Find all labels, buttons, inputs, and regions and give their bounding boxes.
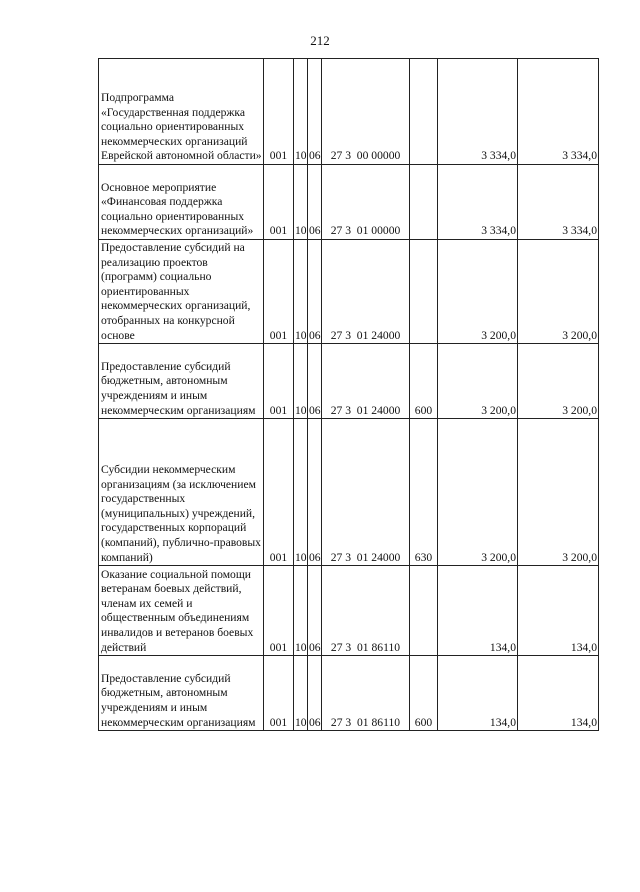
section-code-cell: 10	[294, 240, 308, 344]
amount-cell: 3 200,0	[518, 344, 599, 419]
expense-type-cell: 630	[410, 419, 438, 566]
amount-cell: 3 200,0	[438, 240, 518, 344]
expense-type-cell	[410, 566, 438, 656]
section-code-cell: 10	[294, 344, 308, 419]
amount-cell: 134,0	[518, 656, 599, 731]
subsection-code-cell: 06	[308, 59, 322, 165]
row-name-cell: Предоставление субсидий на реализацию проектов (программ) социально ориентированных некоммерческих организаций, отобранных на конкурсной основе	[99, 240, 264, 344]
target-article-cell: 27 3 00 00000	[322, 59, 410, 165]
ministry-code-cell: 001	[264, 165, 294, 240]
target-article-cell: 27 3 01 24000	[322, 419, 410, 566]
target-article-cell: 27 3 01 24000	[322, 240, 410, 344]
expense-type-cell	[410, 240, 438, 344]
table-row	[99, 656, 599, 731]
subsection-code-cell: 06	[308, 566, 322, 656]
expense-type-cell	[410, 165, 438, 240]
expense-type-cell	[410, 59, 438, 165]
table-row	[99, 566, 599, 656]
amount-cell: 3 200,0	[518, 240, 599, 344]
amount-cell: 3 200,0	[518, 419, 599, 566]
row-name-cell: Предоставление субсидий бюджетным, автономным учреждениям и иным некоммерческим организациям	[99, 344, 264, 419]
row-name-cell: Предоставление субсидий бюджетным, автономным учреждениям и иным некоммерческим организациям	[99, 656, 264, 731]
table-row	[99, 240, 599, 344]
subsection-code-cell: 06	[308, 656, 322, 731]
ministry-code-cell: 001	[264, 419, 294, 566]
target-article-cell: 27 3 01 86110	[322, 566, 410, 656]
section-code-cell: 10	[294, 566, 308, 656]
table-row	[99, 165, 599, 240]
amount-cell: 3 200,0	[438, 344, 518, 419]
section-code-cell: 10	[294, 165, 308, 240]
section-code-cell: 10	[294, 656, 308, 731]
target-article-cell: 27 3 01 86110	[322, 656, 410, 731]
row-name-cell: Основное мероприятие «Финансовая поддержка социально ориентированных некоммерческих организаций»	[99, 165, 264, 240]
amount-cell: 3 334,0	[438, 165, 518, 240]
ministry-code-cell: 001	[264, 240, 294, 344]
ministry-code-cell: 001	[264, 59, 294, 165]
table-row	[99, 419, 599, 566]
section-code-cell: 10	[294, 59, 308, 165]
subsection-code-cell: 06	[308, 165, 322, 240]
ministry-code-cell: 001	[264, 344, 294, 419]
ministry-code-cell: 001	[264, 566, 294, 656]
row-name-cell: Подпрограмма «Государственная поддержка социально ориентированных некоммерческих организаций Еврейской автономной области»	[99, 59, 264, 165]
amount-cell: 3 200,0	[438, 419, 518, 566]
target-article-cell: 27 3 01 24000	[322, 344, 410, 419]
amount-cell: 134,0	[438, 566, 518, 656]
amount-cell: 134,0	[518, 566, 599, 656]
amount-cell: 3 334,0	[518, 59, 599, 165]
table-row	[99, 344, 599, 419]
expense-type-cell: 600	[410, 656, 438, 731]
row-name-cell: Оказание социальной помощи ветеранам боевых действий, членам их семей и общественным объединениям инвалидов и ветеранов боевых действий	[99, 566, 264, 656]
ministry-code-cell: 001	[264, 656, 294, 731]
expense-type-cell: 600	[410, 344, 438, 419]
subsection-code-cell: 06	[308, 419, 322, 566]
amount-cell: 3 334,0	[438, 59, 518, 165]
budget-table	[98, 58, 599, 731]
subsection-code-cell: 06	[308, 240, 322, 344]
table-row	[99, 59, 599, 165]
row-name-cell: Субсидии некоммерческим организациям (за исключением государственных (муниципальных) учреждений, государственных корпораций (компаний), публично-правовых компаний)	[99, 419, 264, 566]
page-number: 212	[310, 33, 330, 48]
target-article-cell: 27 3 01 00000	[322, 165, 410, 240]
section-code-cell: 10	[294, 419, 308, 566]
amount-cell: 3 334,0	[518, 165, 599, 240]
subsection-code-cell: 06	[308, 344, 322, 419]
amount-cell: 134,0	[438, 656, 518, 731]
